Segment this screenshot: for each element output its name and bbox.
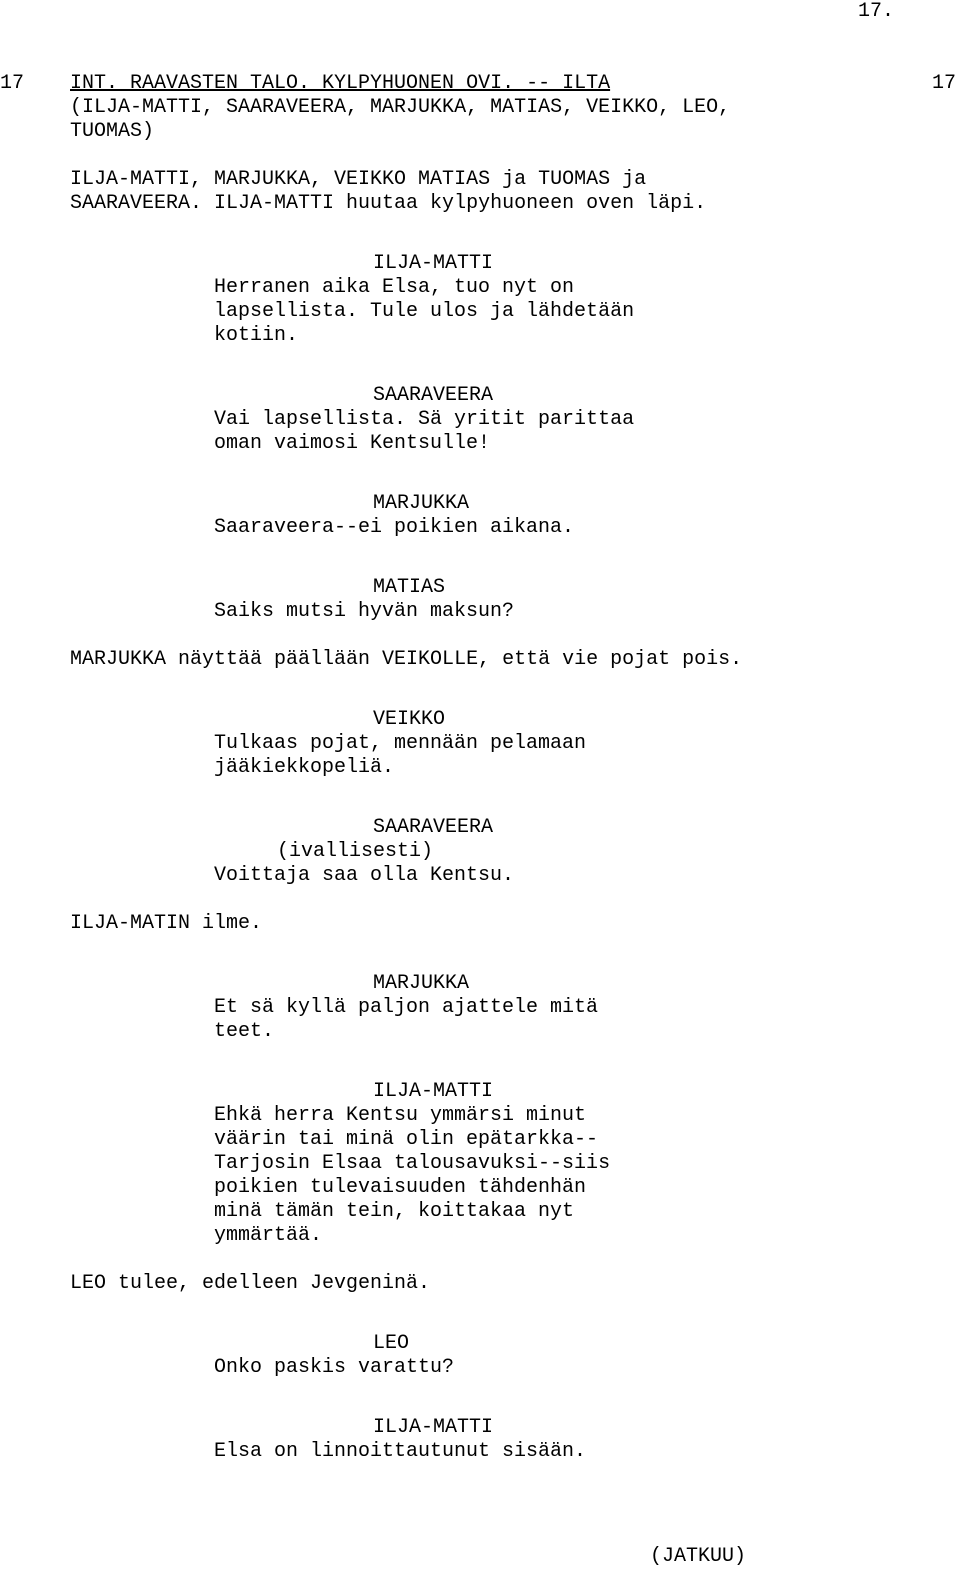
character-name: ILJA-MATTI [373, 1416, 494, 1439]
dialogue-line: Saiks mutsi hyvän maksun? [214, 600, 515, 623]
dialogue-line: ymmärtää. [214, 1224, 323, 1247]
dialogue-line: kotiin. [214, 324, 299, 347]
dialogue-line: Vai lapsellista. Sä yritit parittaa [214, 408, 635, 431]
action-line: LEO tulee, edelleen Jevgeninä. [70, 1272, 431, 1295]
dialogue-line: Tulkaas pojat, mennään pelamaan [214, 732, 587, 755]
character-name: MARJUKKA [373, 492, 470, 515]
dialogue-line: väärin tai minä olin epätarkka-- [214, 1128, 599, 1151]
scene-cast-line: TUOMAS) [70, 120, 155, 143]
action-line: ILJA-MATIN ilme. [70, 912, 263, 935]
action-line: ILJA-MATTI, MARJUKKA, VEIKKO MATIAS ja TUOMAS ja [70, 168, 647, 191]
scene-number-left: 17 [0, 72, 25, 95]
dialogue-line: lapsellista. Tule ulos ja lähdetään [214, 300, 635, 323]
dialogue-line: Saaraveera--ei poikien aikana. [214, 516, 575, 539]
dialogue-line: Et sä kyllä paljon ajattele mitä [214, 996, 599, 1019]
character-name: ILJA-MATTI [373, 252, 494, 275]
character-name: MARJUKKA [373, 972, 470, 995]
dialogue-line: Voittaja saa olla Kentsu. [214, 864, 515, 887]
character-name: VEIKKO [373, 708, 446, 731]
dialogue-line: Ehkä herra Kentsu ymmärsi minut [214, 1104, 587, 1127]
character-name: SAARAVEERA [373, 816, 494, 839]
action-line: SAARAVEERA. ILJA-MATTI huutaa kylpyhuoneen oven läpi. [70, 192, 707, 215]
dialogue-line: Onko paskis varattu? [214, 1356, 455, 1379]
dialogue-line: jääkiekkopeliä. [214, 756, 395, 779]
dialogue-line: minä tämän tein, koittakaa nyt [214, 1200, 575, 1223]
dialogue-line: Tarjosin Elsaa talousavuksi--siis [214, 1152, 611, 1175]
character-name: MATIAS [373, 576, 446, 599]
page-number: 17. [858, 0, 895, 23]
dialogue-line: poikien tulevaisuuden tähdenhän [214, 1176, 587, 1199]
character-name: SAARAVEERA [373, 384, 494, 407]
parenthetical: (ivallisesti) [277, 840, 434, 863]
character-name: ILJA-MATTI [373, 1080, 494, 1103]
scene-number-right: 17 [932, 72, 957, 95]
dialogue-line: teet. [214, 1020, 275, 1043]
dialogue-line: Herranen aika Elsa, tuo nyt on [214, 276, 575, 299]
continued-marker: (JATKUU) [650, 1545, 747, 1568]
action-line: MARJUKKA näyttää päällään VEIKOLLE, että vie pojat pois. [70, 648, 743, 671]
dialogue-line: Elsa on linnoittautunut sisään. [214, 1440, 587, 1463]
character-name: LEO [373, 1332, 410, 1355]
scene-cast-line: (ILJA-MATTI, SAARAVEERA, MARJUKKA, MATIAS, VEIKKO, LEO, [70, 96, 731, 119]
scene-heading: INT. RAAVASTEN TALO. KYLPYHUONEN OVI. -- ILTA [70, 72, 611, 95]
dialogue-line: oman vaimosi Kentsulle! [214, 432, 491, 455]
